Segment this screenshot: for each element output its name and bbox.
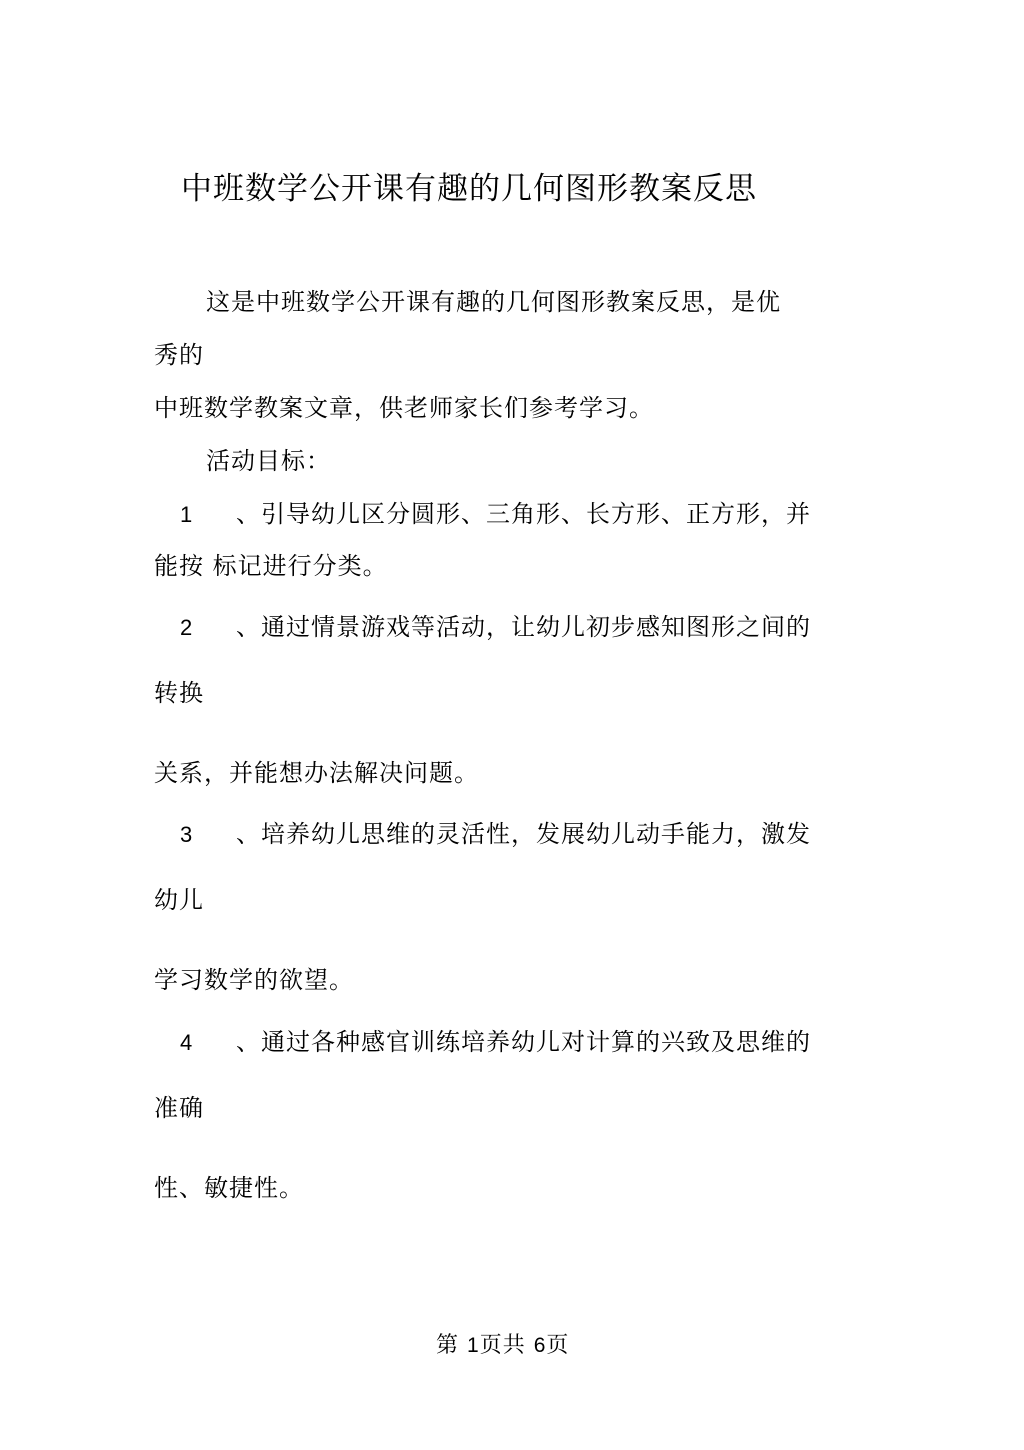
objective-2-line-2: 转换: [154, 679, 204, 707]
objective-4-line-1: [180, 1027, 811, 1058]
objective-2-number: 2: [180, 615, 194, 640]
objective-4-line-2: 准确: [154, 1094, 204, 1122]
objectives-heading: 活动目标：: [206, 447, 331, 475]
objective-2-text: 、通过情景游戏等活动，让幼儿初步感知图形之间的: [236, 613, 811, 641]
objective-1-line-2: 能按 标记进行分类。: [154, 552, 388, 580]
intro-line-2: 秀的: [154, 341, 204, 369]
footer-middle: 页共: [479, 1333, 526, 1358]
objective-4-line-3: 性、敏捷性。: [154, 1174, 304, 1202]
footer-current-page: 1: [467, 1334, 480, 1357]
objective-3-line-2: 幼儿: [154, 886, 204, 914]
objective-1-line-1: [180, 499, 811, 530]
objective-3-text: 、培养幼儿思维的灵活性，发展幼儿动手能力，激发: [236, 820, 811, 848]
objective-3-number: 3: [180, 822, 194, 847]
objective-4-number: 4: [180, 1030, 194, 1055]
footer-suffix: 页: [546, 1333, 570, 1358]
intro-line-3: 中班数学教案文章，供老师家长们参考学习。: [154, 394, 654, 422]
objective-4-text: 、通过各种感官训练培养幼儿对计算的兴致及思维的: [236, 1028, 811, 1056]
intro-line-1: 这是中班数学公开课有趣的几何图形教案反思，是优: [206, 288, 781, 316]
page-footer: [436, 1333, 569, 1359]
objective-1-text: 、引导幼儿区分圆形、三角形、长方形、正方形，并: [236, 500, 811, 528]
objective-2-line-1: [180, 612, 811, 643]
document-title: 中班数学公开课有趣的几何图形教案反思: [181, 171, 757, 207]
objective-1-number: 1: [180, 502, 194, 527]
objective-3-line-3: 学习数学的欲望。: [154, 966, 354, 994]
objective-2-line-3: 关系，并能想办法解决问题。: [154, 759, 479, 787]
footer-total-pages: 6: [533, 1334, 547, 1357]
footer-prefix: 第: [436, 1333, 460, 1358]
objective-3-line-1: [180, 819, 811, 850]
